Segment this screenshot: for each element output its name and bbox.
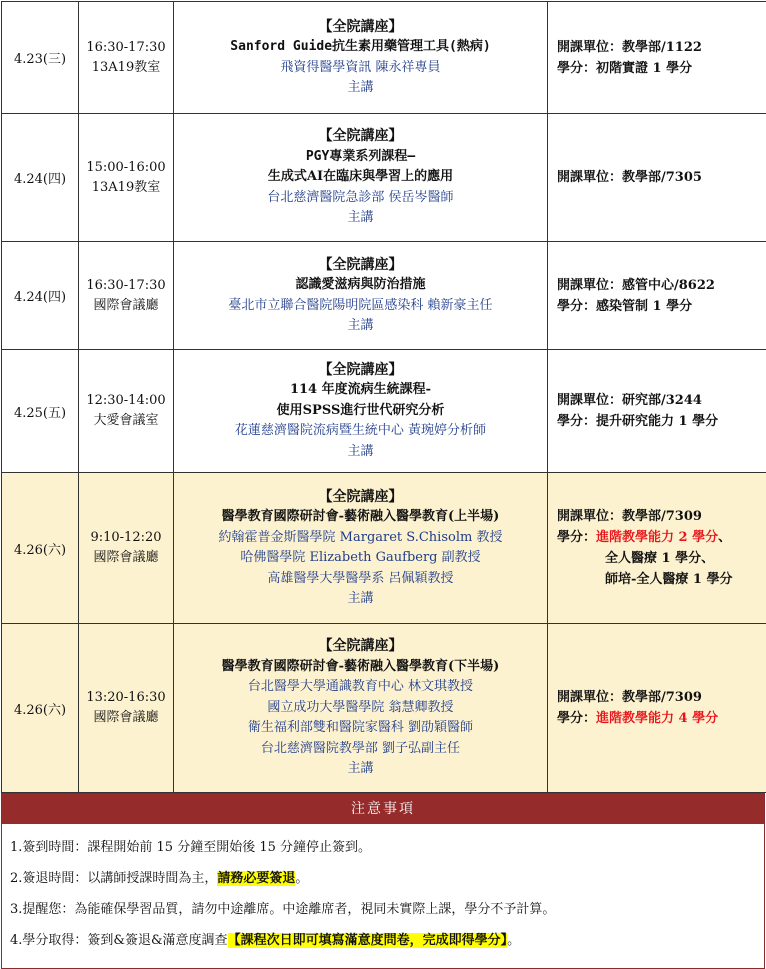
notice-text: 1.簽到時間：課程開始前 15 分鐘至開始後 15 分鐘停止簽到。 xyxy=(10,840,372,855)
speaker: 約翰霍普金斯醫學院 Margaret S.Chisolm 教授 xyxy=(218,529,503,545)
course-title: Sanford Guide抗生素用藥管理工具(熱病) xyxy=(230,39,491,54)
time: 16:30-17:30 xyxy=(86,277,166,293)
date-cell: 4.24(四) xyxy=(2,114,79,242)
unit: 開課單位：感管中心/8622 xyxy=(557,277,715,293)
course-title: 認識愛滋病與防治措施 xyxy=(295,277,426,292)
credit-extra: 師培-全人醫療 1 學分 xyxy=(605,572,733,587)
course-title: 醫學教育國際研討會-藝術融入醫學教育(上半場) xyxy=(221,509,500,524)
notice-title: 注意事項 xyxy=(2,794,764,824)
credit-value: 初階實證 1 學分 xyxy=(596,60,693,76)
credit-prefix: 學分： xyxy=(557,711,597,726)
credit xyxy=(557,296,766,317)
speaker: 臺北市立聯合醫院陽明院區感染科 賴新豪主任 xyxy=(228,297,493,313)
unit-credit-cell xyxy=(548,473,766,624)
table-row xyxy=(2,473,766,624)
speaker: 飛資得醫學資訊 陳永祥專員 xyxy=(280,59,441,75)
notice-text-end: 。 xyxy=(507,933,521,948)
notice-text: 3.提醒您：為能確保學習品質，請勿中途離席。中途離席者，視同未實際上課，學分不予計算。 xyxy=(10,902,556,917)
date-cell: 4.26(六) xyxy=(2,624,79,793)
unit: 開課單位：教學部/7305 xyxy=(557,170,702,185)
unit: 開課單位：教學部/7309 xyxy=(557,509,702,524)
speaker: 台北醫學大學通識教育中心 林文琪教授 xyxy=(247,679,474,695)
host-label: 主講 xyxy=(347,443,374,459)
unit: 開課單位：教學部/1122 xyxy=(557,39,702,55)
venue: 13A19教室 xyxy=(91,59,161,75)
credit-prefix: 學分： xyxy=(557,298,597,314)
date-cell: 4.24(四) xyxy=(2,242,79,350)
table-row xyxy=(2,242,766,350)
table-row xyxy=(2,350,766,473)
unit-credit-cell xyxy=(548,350,766,473)
notice-highlight: 請務必要簽退 xyxy=(217,871,296,886)
credit xyxy=(557,708,766,729)
course-cell xyxy=(174,473,548,624)
course-title: 生成式AI在臨床與學習上的應用 xyxy=(267,169,454,185)
table-row xyxy=(2,2,766,114)
credit-prefix: 學分： xyxy=(557,530,597,545)
unit-credit-cell xyxy=(548,624,766,793)
credit-prefix: 學分： xyxy=(557,414,597,429)
course-cell xyxy=(174,242,548,350)
time-venue-cell xyxy=(79,114,174,242)
venue: 大愛會議室 xyxy=(93,413,159,428)
unit-credit-cell xyxy=(548,242,766,350)
table-row xyxy=(2,114,766,242)
date-cell: 4.23(三) xyxy=(2,2,79,114)
course-tag: 【全院講座】 xyxy=(318,638,403,655)
notice-item xyxy=(10,832,764,863)
schedule-table xyxy=(1,1,766,793)
venue: 國際會議廳 xyxy=(93,550,159,565)
notice-text-end: 。 xyxy=(295,871,309,886)
speaker: 哈佛醫學院 Elizabeth Gaufberg 副教授 xyxy=(240,550,481,565)
time-venue-cell xyxy=(79,242,174,350)
credit-prefix: 學分： xyxy=(557,60,597,76)
table-row xyxy=(2,624,766,793)
course-cell xyxy=(174,350,548,473)
date-cell: 4.25(五) xyxy=(2,350,79,473)
course-tag: 【全院講座】 xyxy=(318,256,403,273)
unit-credit-cell xyxy=(548,114,766,242)
venue: 國際會議廳 xyxy=(93,710,159,725)
notice-highlight: 【課程次日即可填寫滿意度問卷，完成即得學分】 xyxy=(227,933,508,948)
venue: 13A19教室 xyxy=(91,179,161,195)
speaker: 台北慈濟醫院急診部 侯岳岑醫師 xyxy=(267,189,454,205)
course-title: 醫學教育國際研討會-藝術融入醫學教育(下半場) xyxy=(221,658,500,674)
course-tag: 【全院講座】 xyxy=(318,18,403,35)
host-label: 主講 xyxy=(347,318,374,333)
course-tag: 【全院講座】 xyxy=(318,361,403,378)
unit: 開課單位：教學部/7309 xyxy=(557,690,702,705)
time-venue-cell xyxy=(79,350,174,473)
time: 13:20-16:30 xyxy=(86,690,166,705)
credit-suffix: 、 xyxy=(718,530,732,545)
course-tag: 【全院講座】 xyxy=(318,488,403,505)
course-cell xyxy=(174,624,548,793)
credit-highlight: 進階教學能力 4 學分 xyxy=(596,711,719,726)
unit: 開課單位：研究部/3244 xyxy=(557,393,702,408)
course-title: PGY專業系列課程— xyxy=(305,148,416,164)
course-title: 使用SPSS進行世代研究分析 xyxy=(276,402,445,418)
time: 9:10-12:20 xyxy=(90,530,162,545)
host-label: 主講 xyxy=(347,591,374,606)
time: 12:30-14:00 xyxy=(86,393,166,408)
speaker: 台北慈濟醫院教學部 劉子弘副主任 xyxy=(260,740,461,756)
notice-text: 4.學分取得：簽到&簽退&滿意度調查 xyxy=(10,933,228,948)
credit-value: 提升研究能力 1 學分 xyxy=(596,414,719,429)
credit-highlight: 進階教學能力 2 學分 xyxy=(596,530,719,545)
course-cell xyxy=(174,2,548,114)
host-label: 主講 xyxy=(347,80,374,95)
time-venue-cell xyxy=(79,624,174,793)
credit-extra: 全人醫療 1 學分、 xyxy=(605,551,715,566)
time: 15:00-16:00 xyxy=(86,159,166,175)
time-venue-cell xyxy=(79,2,174,114)
course-title: 114 年度流病生統課程- xyxy=(289,382,432,398)
time-venue-cell xyxy=(79,473,174,624)
notice-item xyxy=(10,894,764,925)
credit xyxy=(557,411,766,432)
speaker: 花蓮慈濟醫院流病暨生統中心 黃琬婷分析師 xyxy=(234,423,487,439)
notice-item xyxy=(10,863,764,894)
credit-value: 感染管制 1 學分 xyxy=(596,298,693,314)
course-tag: 【全院講座】 xyxy=(318,128,403,145)
venue: 國際會議廳 xyxy=(93,297,159,313)
notice-list xyxy=(2,832,764,956)
credit xyxy=(557,58,766,79)
course-cell xyxy=(174,114,548,242)
notice-item xyxy=(10,925,764,956)
host-label: 主講 xyxy=(347,761,374,777)
time: 16:30-17:30 xyxy=(86,39,166,55)
date-cell: 4.26(六) xyxy=(2,473,79,624)
speaker: 衛生福利部雙和醫院家醫科 劉劭穎醫師 xyxy=(247,720,474,736)
speaker: 國立成功大學醫學院 翁慧卿教授 xyxy=(267,699,454,715)
host-label: 主講 xyxy=(347,210,374,226)
notice-text: 2.簽退時間：以講師授課時間為主， xyxy=(10,871,218,886)
unit-credit-cell xyxy=(548,2,766,114)
speaker: 高雄醫學大學醫學系 呂佩穎教授 xyxy=(267,570,454,586)
credit xyxy=(557,527,766,548)
notice-box xyxy=(1,793,765,969)
